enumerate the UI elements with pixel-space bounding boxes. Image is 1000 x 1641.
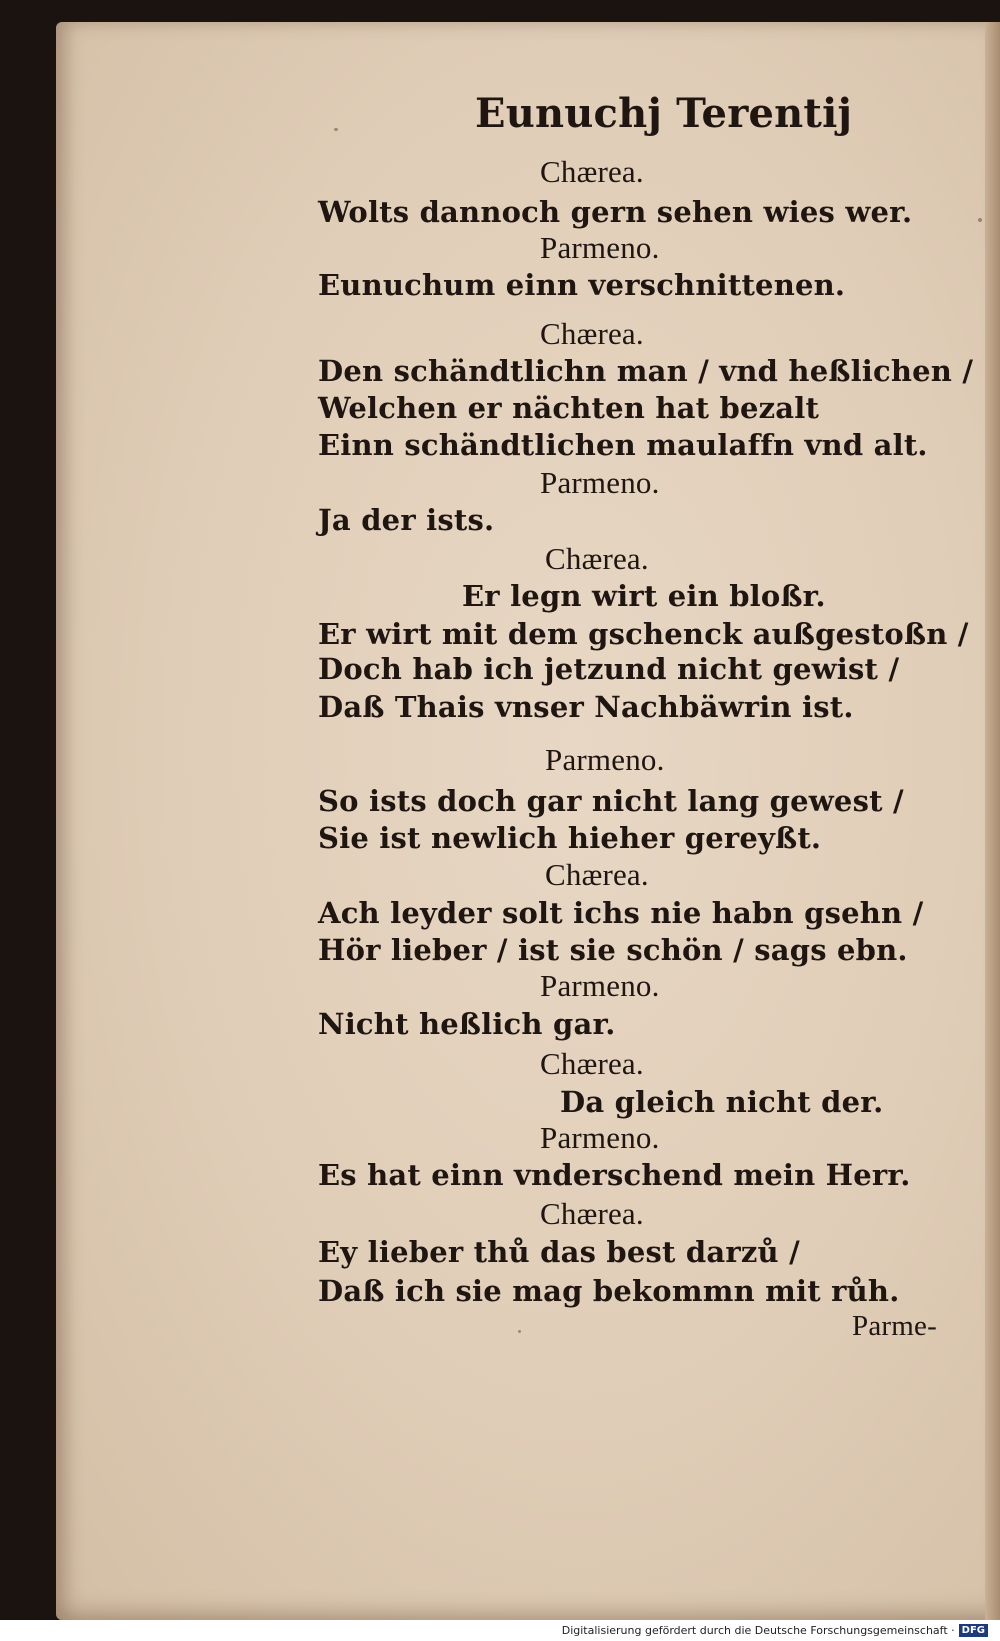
- verse-line: Er legn wirt ein bloßr.: [462, 579, 826, 613]
- speaker-label: Chærea.: [540, 1046, 644, 1081]
- verse-line: Daß Thais vnser Nachbäwrin ist.: [318, 690, 854, 724]
- ink-speck: [518, 1330, 521, 1333]
- footer-bar: [0, 1620, 1000, 1641]
- dfg-logo: DFG: [959, 1624, 988, 1637]
- footer-credit: Digitalisierung gefördert durch die Deutsche Forschungsgemeinschaft ·: [561, 1624, 955, 1637]
- verse-line: Wolts dannoch gern sehen wies wer.: [318, 195, 913, 229]
- speaker-label: Chærea.: [540, 316, 644, 351]
- ink-speck: [334, 128, 338, 131]
- speaker-label: Chærea.: [540, 154, 644, 189]
- verse-line: Eunuchum einn verschnittenen.: [318, 268, 846, 302]
- speaker-label: Parmeno.: [540, 968, 660, 1003]
- verse-line: Er wirt mit dem gschenck außgestoßn /: [318, 617, 969, 651]
- verse-line: Daß ich sie mag bekommn mit růh.: [318, 1274, 900, 1308]
- verse-line: Den schändtlichn man / vnd heßlichen /: [318, 354, 974, 388]
- verse-line: Hör lieber / ist sie schön / sags ebn.: [318, 933, 908, 967]
- verse-line: Sie ist newlich hieher gereyßt.: [318, 821, 822, 855]
- verse-line: Nicht heßlich gar.: [318, 1007, 616, 1041]
- verse-line: Es hat einn vnderschend mein Herr.: [318, 1158, 911, 1192]
- verse-line: So ists doch gar nicht lang gewest /: [318, 784, 904, 818]
- verse-line: Doch hab ich jetzund nicht gewist /: [318, 652, 900, 686]
- verse-line: Welchen er nächten hat bezalt: [318, 391, 820, 425]
- speaker-label: Parmeno.: [545, 742, 665, 777]
- verse-line: Da gleich nicht der.: [560, 1085, 884, 1119]
- speaker-label: Chærea.: [545, 541, 649, 576]
- speaker-label: Chærea.: [540, 1196, 644, 1231]
- verse-line: Ja der ists.: [318, 503, 495, 537]
- speaker-label: Parmeno.: [540, 230, 660, 265]
- verse-line: Einn schändtlichen maulaffn vnd alt.: [318, 428, 928, 462]
- page-edge: [985, 22, 1000, 1620]
- catchword: Parme-: [852, 1310, 937, 1342]
- verse-line: Ey lieber thů das best darzů /: [318, 1235, 800, 1269]
- speaker-label: Parmeno.: [540, 465, 660, 500]
- running-head: Eunuchj Terentij: [475, 90, 853, 137]
- ink-speck: [978, 218, 982, 222]
- speaker-label: Parmeno.: [540, 1120, 660, 1155]
- speaker-label: Chærea.: [545, 857, 649, 892]
- verse-line: Ach leyder solt ichs nie habn gsehn /: [318, 896, 924, 930]
